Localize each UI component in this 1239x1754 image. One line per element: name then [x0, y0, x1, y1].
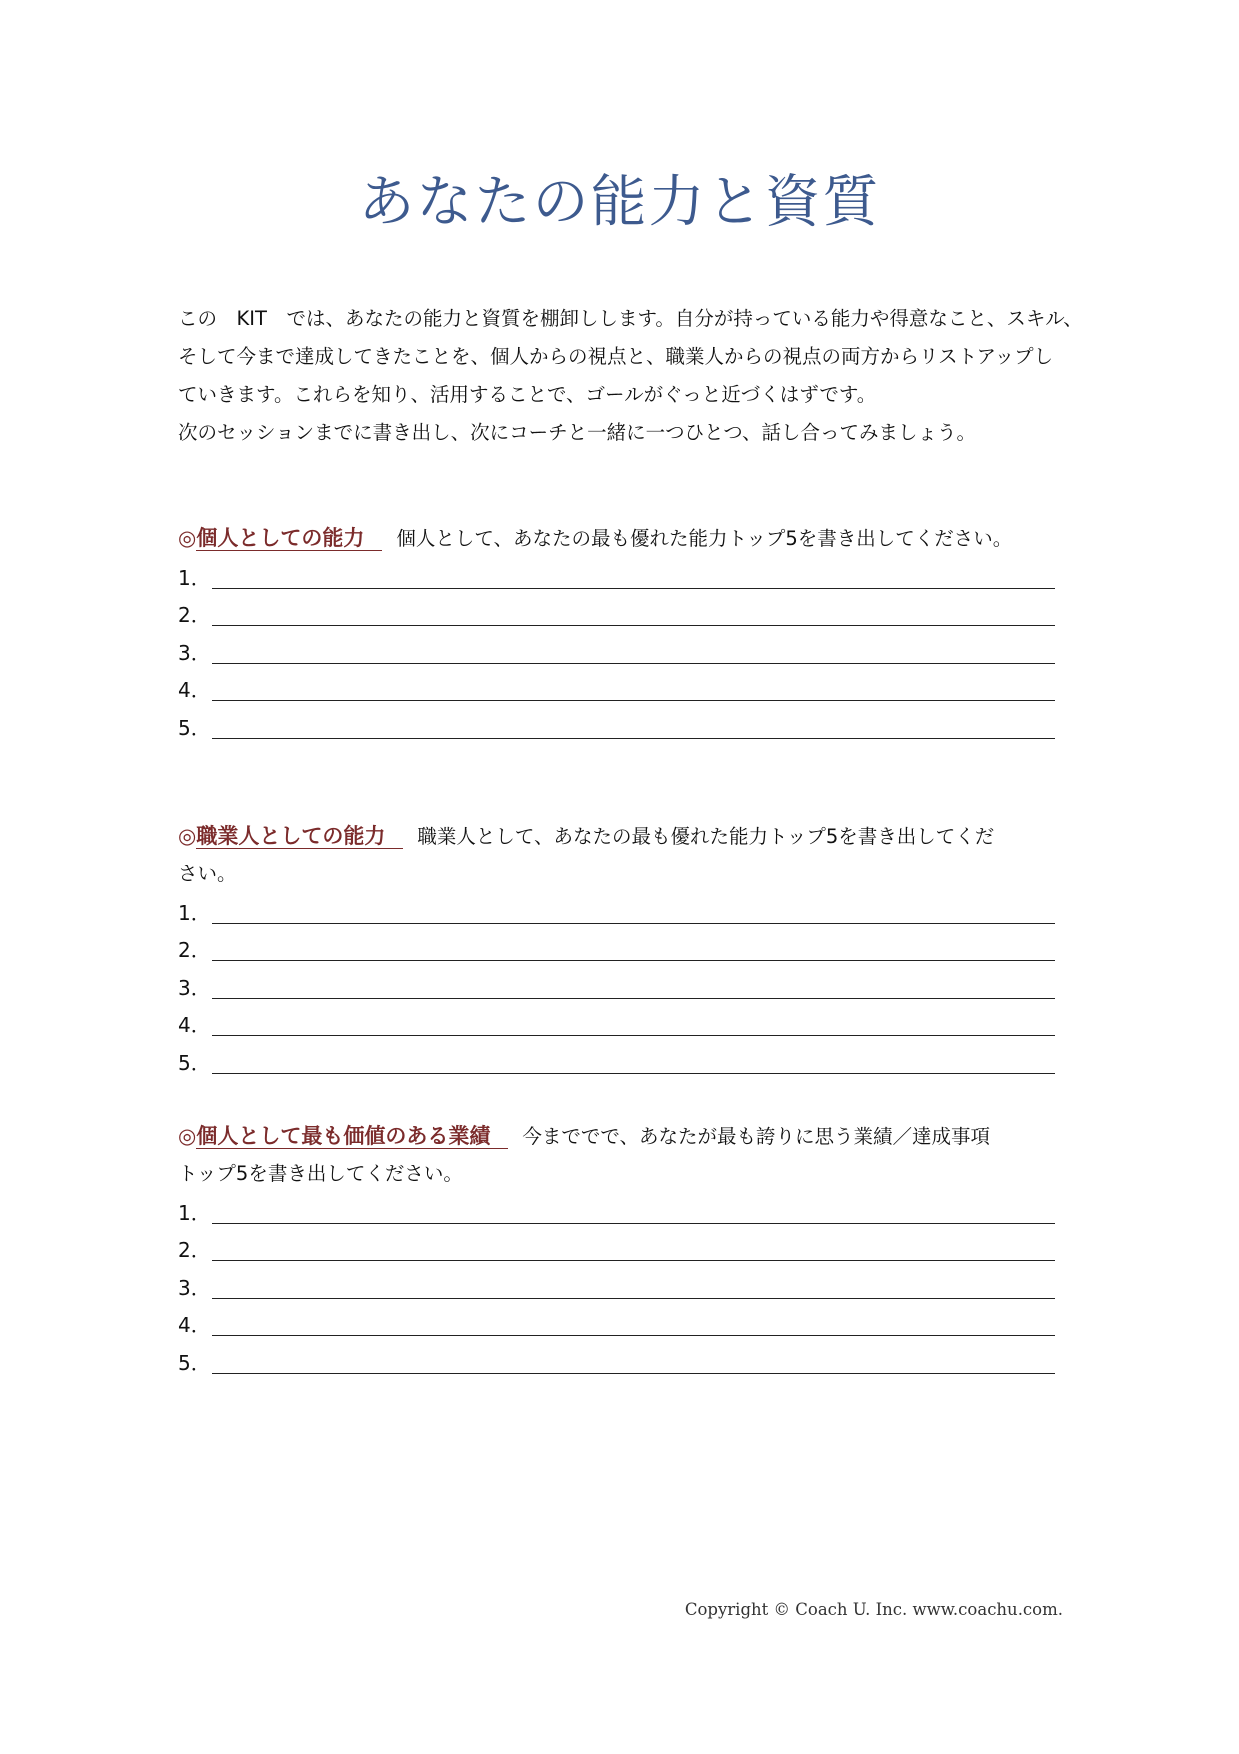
answer-blank-line[interactable] — [212, 1223, 1055, 1224]
page-title: あなたの能力と資質 — [358, 170, 881, 235]
section-instruction: 職業人として、あなたの最も優れた能力トップ5を書き出してくだ — [417, 825, 995, 848]
list-item — [178, 632, 1058, 670]
section-personal-abilities — [178, 520, 1058, 745]
section-heading: 職業人としての能力 — [196, 824, 403, 849]
section-heading: 個人としての能力 — [196, 526, 382, 551]
answer-blank-line[interactable] — [212, 738, 1055, 739]
item-number: 4． — [178, 1013, 211, 1037]
item-number: 4． — [178, 1313, 211, 1337]
item-number: 4． — [178, 678, 211, 702]
double-circle-icon: ◎ — [178, 1124, 197, 1148]
list-item — [178, 1305, 1058, 1343]
section-professional-abilities — [178, 818, 1058, 1080]
list-item — [178, 1267, 1058, 1305]
double-circle-icon: ◎ — [178, 526, 197, 550]
section-instruction-continued: トップ5を書き出してください。 — [178, 1162, 463, 1185]
answer-blank-line[interactable] — [212, 1373, 1055, 1374]
item-number: 3． — [178, 975, 211, 1000]
answer-list — [178, 557, 1058, 745]
section-instruction-continued: さい。 — [178, 862, 237, 885]
list-item — [178, 595, 1058, 633]
list-item — [178, 707, 1058, 745]
intro-line: この KIT では、あなたの能力と資質を棚卸しします。自分が持っている能力や得意なこと、スキル、 — [178, 307, 1083, 330]
item-number: 3． — [178, 640, 211, 665]
item-number: 1． — [178, 900, 211, 925]
section-header — [178, 818, 1058, 892]
list-item — [178, 930, 1058, 968]
answer-blank-line[interactable] — [212, 998, 1055, 999]
answer-blank-line[interactable] — [212, 625, 1055, 626]
intro-paragraph — [178, 300, 1098, 452]
item-number: 5． — [178, 1050, 211, 1075]
item-number: 5． — [178, 1350, 211, 1375]
list-item — [178, 892, 1058, 930]
answer-list — [178, 892, 1058, 1080]
list-item — [178, 1230, 1058, 1268]
answer-blank-line[interactable] — [212, 1073, 1055, 1074]
list-item — [178, 967, 1058, 1005]
item-number: 5． — [178, 715, 211, 740]
section-header — [178, 1118, 1058, 1192]
copyright-footer: Copyright © Coach U. Inc. www.coachu.com. — [684, 1600, 1063, 1619]
item-number: 2． — [178, 1238, 211, 1262]
section-heading: 個人として最も価値のある業績 — [196, 1124, 508, 1149]
intro-line: そして今まで達成してきたことを、個人からの視点と、職業人からの視点の両方からリストアップし — [178, 345, 1054, 368]
answer-blank-line[interactable] — [212, 923, 1055, 924]
answer-blank-line[interactable] — [212, 663, 1055, 664]
answer-blank-line[interactable] — [212, 1035, 1055, 1036]
list-item — [178, 1005, 1058, 1043]
intro-line: ていきます。これらを知り、活用することで、ゴールがぐっと近づくはずです。 — [178, 383, 877, 406]
item-number: 2． — [178, 603, 211, 627]
intro-line: 次のセッションまでに書き出し、次にコーチと一緒に一つひとつ、話し合ってみましょう。 — [178, 421, 976, 444]
item-number: 3． — [178, 1275, 211, 1300]
item-number: 1． — [178, 1200, 211, 1225]
answer-blank-line[interactable] — [212, 588, 1055, 589]
list-item — [178, 1342, 1058, 1380]
item-number: 1． — [178, 565, 211, 590]
section-instruction: 個人として、あなたの最も優れた能力トップ5を書き出してください。 — [396, 527, 1013, 550]
answer-blank-line[interactable] — [212, 1260, 1055, 1261]
answer-blank-line[interactable] — [212, 700, 1055, 701]
list-item — [178, 1192, 1058, 1230]
answer-blank-line[interactable] — [212, 1335, 1055, 1336]
double-circle-icon: ◎ — [178, 824, 197, 848]
section-header — [178, 520, 1058, 557]
list-item — [178, 670, 1058, 708]
section-instruction: 今まででで、あなたが最も誇りに思う業績／達成事項 — [522, 1125, 990, 1148]
section-valuable-achievements — [178, 1118, 1058, 1380]
answer-list — [178, 1192, 1058, 1380]
list-item — [178, 1042, 1058, 1080]
list-item — [178, 557, 1058, 595]
answer-blank-line[interactable] — [212, 1298, 1055, 1299]
answer-blank-line[interactable] — [212, 960, 1055, 961]
item-number: 2． — [178, 938, 211, 962]
